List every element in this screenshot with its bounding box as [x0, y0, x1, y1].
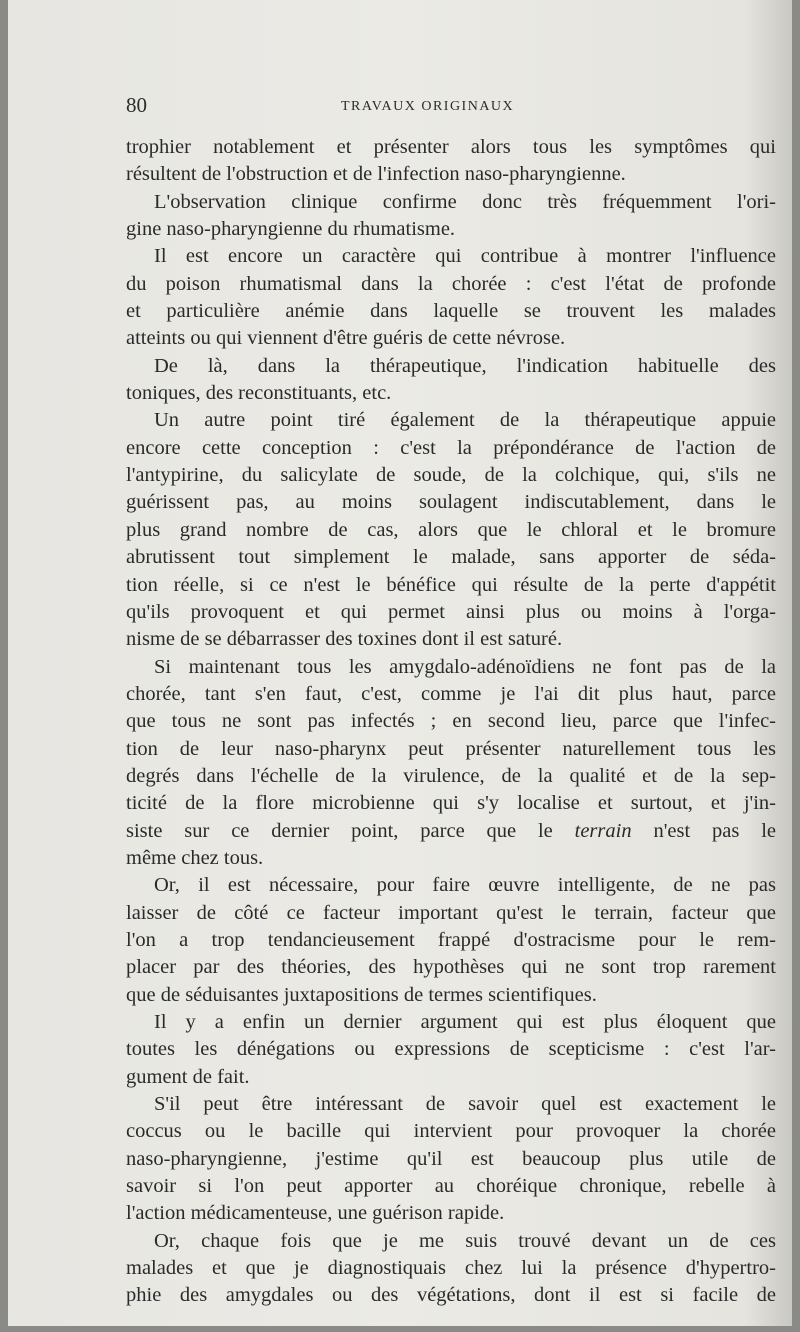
text-line: abrutissent tout simplement le malade, sans apporter de séda- — [126, 546, 776, 569]
text-line — [126, 818, 776, 845]
text-line: degrés dans l'échelle de la virulence, de la qualité et de la sep- — [126, 764, 776, 787]
text-line: Si maintenant tous les amygdalo-adénoïdiens ne font pas de la — [154, 655, 776, 678]
text-line: Il est encore un caractère qui contribue à montrer l'influence — [154, 245, 776, 268]
text-line: naso-pharyngienne, j'estime qu'il est beaucoup plus utile de — [126, 1147, 776, 1170]
text-line: qu'ils provoquent et qui permet ainsi plus ou moins à l'orga- — [126, 600, 776, 623]
text-line: toutes les dénégations ou expressions de scepticisme : c'est l'ar- — [126, 1038, 776, 1061]
text-line: placer par des théories, des hypothèses qui ne sont trop rarement — [126, 956, 776, 979]
text-line: S'il peut être intéressant de savoir quel est exactement le — [154, 1093, 776, 1116]
text-line: Or, il est nécessaire, pour faire œuvre intelligente, de ne pas — [154, 874, 776, 897]
text-line: malades et que je diagnostiquais chez lui la présence d'hypertro- — [126, 1257, 776, 1280]
text-segment: n'est pas le — [653, 819, 777, 842]
text-segment: siste sur ce dernier point, parce que le — [126, 819, 553, 842]
text-line: gine naso-pharyngienne du rhumatisme. — [126, 218, 456, 241]
text-line: chorée, tant s'en faut, c'est, comme je l'ai dit plus haut, parce — [126, 682, 776, 705]
book-page — [8, 0, 792, 1326]
text-line: laisser de côté ce facteur important qu'est le terrain, facteur que — [126, 901, 776, 924]
text-line: Un autre point tiré également de la thérapeutique appuie — [154, 409, 776, 432]
page-number: 80 — [126, 93, 147, 117]
text-line: trophier notablement et présenter alors tous les symptômes qui — [126, 136, 776, 158]
text-line: phie des amygdales ou des végétations, dont il est si facile de — [126, 1284, 776, 1307]
text-line: gument de fait. — [126, 1065, 250, 1088]
text-line: L'observation clinique confirme donc très fréquemment l'ori- — [154, 190, 776, 213]
text-line: l'on a trop tendancieusement frappé d'ostracisme pour le rem- — [126, 928, 776, 951]
body-text — [126, 134, 776, 1310]
text-line: l'action médicamenteuse, une guérison rapide. — [126, 1202, 505, 1225]
text-line: tion de leur naso-pharynx peut présenter naturellement tous les — [126, 737, 776, 760]
text-line: que tous ne sont pas infectés ; en second lieu, parce que l'infec- — [126, 710, 776, 733]
text-line: Il y a enfin un dernier argument qui est plus éloquent que — [154, 1011, 776, 1033]
text-line: guérissent pas, au moins soulagent indiscutablement, dans le — [126, 491, 776, 514]
text-line: Or, chaque fois que je me suis trouvé devant un de ces — [154, 1229, 776, 1252]
text-line: du poison rhumatismal dans la chorée : c'est l'état de profonde — [126, 272, 776, 295]
text-line: plus grand nombre de cas, alors que le chloral et le bromure — [126, 518, 776, 541]
text-line: que de séduisantes juxtapositions de termes scientifiques. — [126, 983, 597, 1006]
text-line: résultent de l'obstruction et de l'infection naso-pharyngienne. — [126, 163, 626, 186]
text-line: toniques, des reconstituants, etc. — [126, 382, 392, 405]
text-line: encore cette conception : c'est la prépondérance de l'action de — [126, 436, 776, 459]
running-title: TRAVAUX ORIGINAUX — [341, 99, 515, 114]
text-line: nisme de se débarrasser des toxines dont il est saturé. — [126, 628, 563, 651]
text-line: tion réelle, si ce n'est le bénéfice qui résulte de la perte d'appétit — [126, 573, 776, 596]
text-line: savoir si l'on peut apporter au choréique chronique, rebelle à — [126, 1175, 776, 1198]
text-line: atteints ou qui viennent d'être guéris de cette névrose. — [126, 327, 566, 350]
page-header — [126, 93, 776, 123]
text-line: et particulière anémie dans laquelle se trouvent les malades — [126, 300, 776, 323]
text-line: ticité de la flore microbienne qui s'y localise et surtout, et j'in- — [126, 792, 776, 815]
text-line: coccus ou le bacille qui intervient pour provoquer la chorée — [126, 1120, 776, 1143]
text-line: l'antypirine, du salicylate de soude, de la colchique, qui, s'ils ne — [126, 464, 776, 487]
text-line: De là, dans la thérapeutique, l'indication habituelle des — [154, 354, 776, 377]
text-line: même chez tous. — [126, 846, 264, 869]
emphasized-word: terrain — [574, 819, 632, 842]
